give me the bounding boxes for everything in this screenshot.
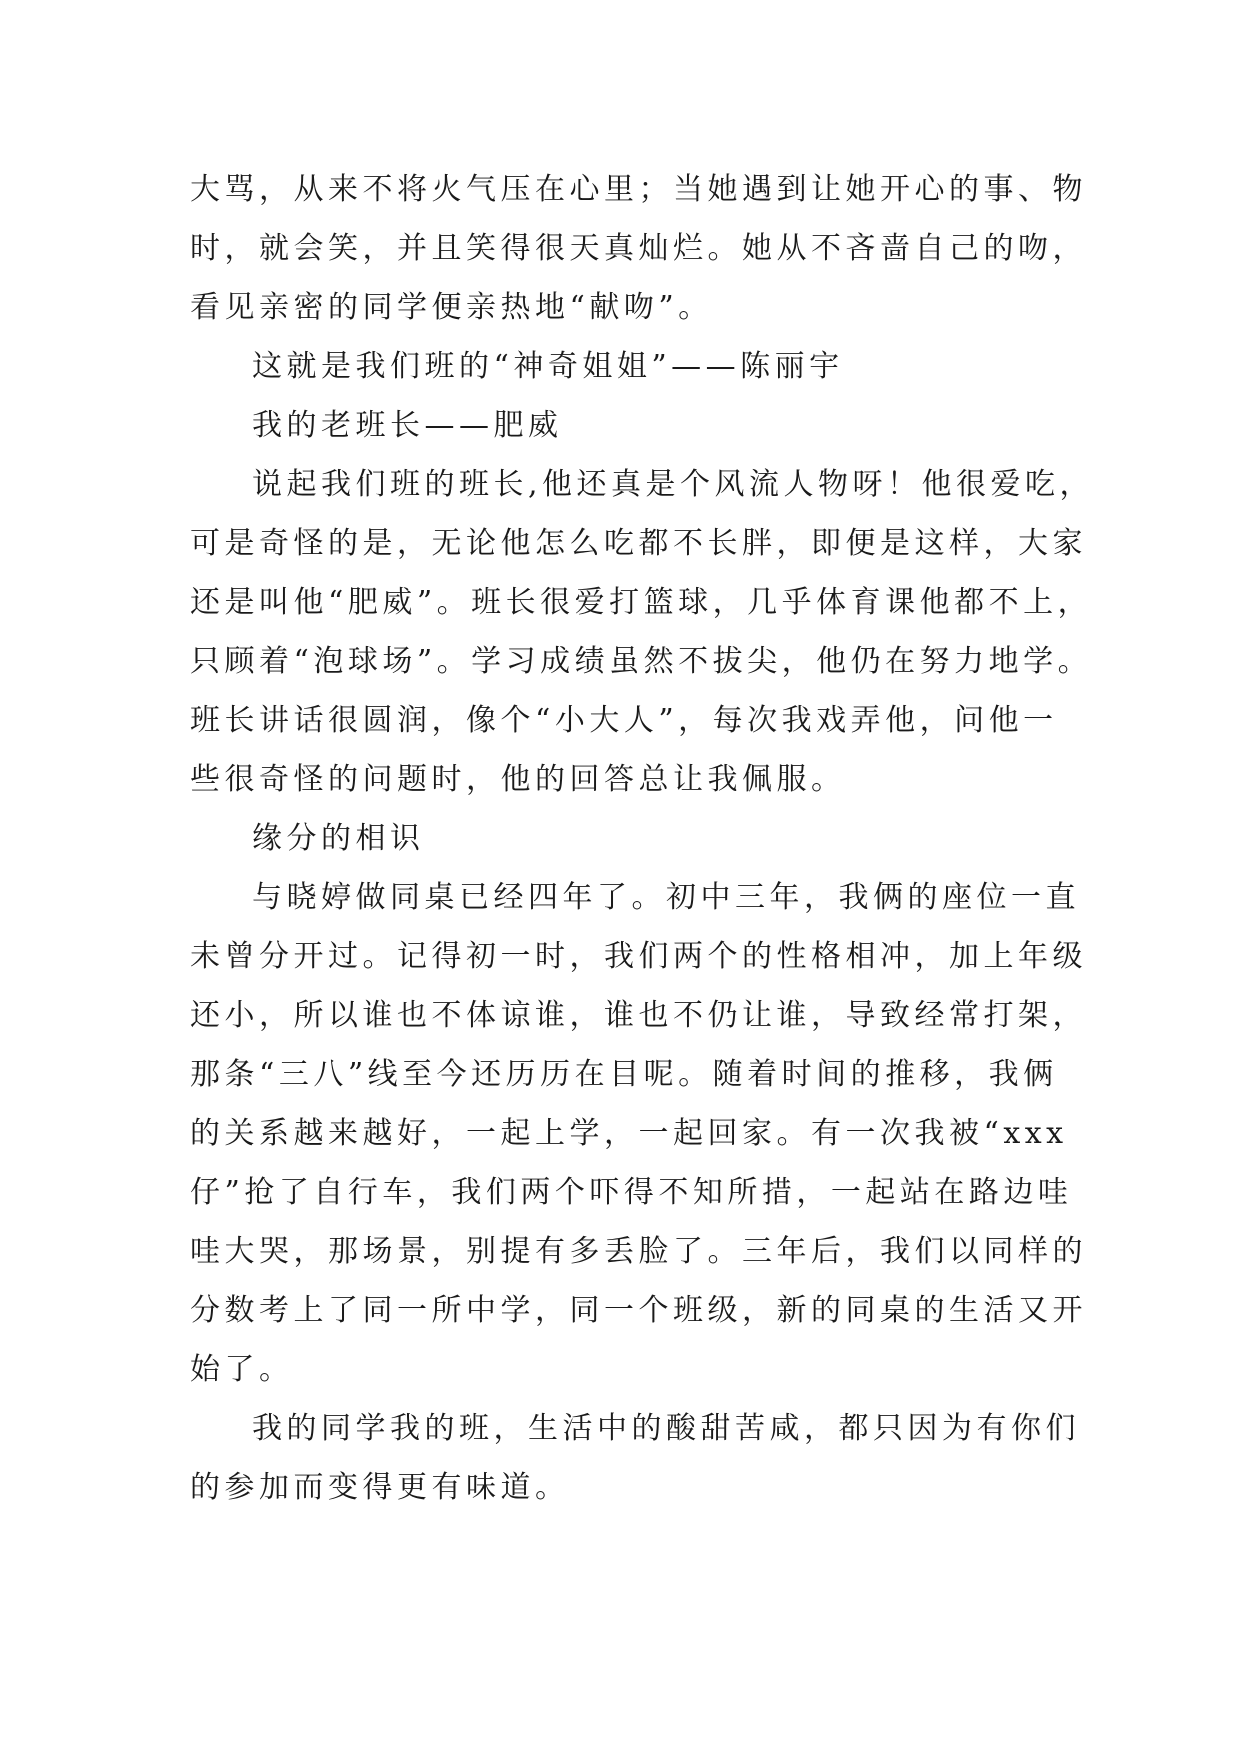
text-line: 分数考上了同一所中学，同一个班级，新的同桌的生活又开 bbox=[190, 1293, 1087, 1328]
text-line: 这就是我们班的“神奇姐姐”——陈丽宇 bbox=[252, 349, 844, 384]
text-line: 只顾着“泡球场”。学习成绩虽然不拔尖，他仍在努力地学。 bbox=[190, 644, 1093, 679]
text-line: 那条“三八”线至今还历历在目呢。随着时间的推移，我俩 bbox=[190, 1057, 1058, 1092]
text-line: 班长讲话很圆润，像个“小大人”，每次我戏弄他，问他一 bbox=[190, 703, 1058, 738]
paragraph bbox=[190, 160, 1087, 337]
section-heading bbox=[190, 396, 1070, 455]
text-line: 可是奇怪的是，无论他怎么吃都不长胖，即便是这样，大家 bbox=[190, 526, 1087, 561]
text-line: 与晓婷做同桌已经四年了。初中三年，我俩的座位一直 bbox=[252, 880, 1080, 915]
paragraph bbox=[190, 337, 1070, 396]
text-line: 缘分的相识 bbox=[252, 821, 425, 856]
text-line: 大骂，从来不将火气压在心里；当她遇到让她开心的事、物 bbox=[190, 172, 1087, 207]
text-line: 未曾分开过。记得初一时，我们两个的性格相冲，加上年级 bbox=[190, 939, 1087, 974]
section-heading bbox=[190, 809, 1070, 868]
document-body bbox=[190, 160, 1095, 1517]
text-line: 还小，所以谁也不体谅谁，谁也不仍让谁，导致经常打架， bbox=[190, 998, 1087, 1033]
text-line: 时，就会笑，并且笑得很天真灿烂。她从不吝啬自己的吻， bbox=[190, 231, 1087, 266]
text-line: 仔”抢了自行车，我们两个吓得不知所措，一起站在路边哇 bbox=[190, 1175, 1073, 1210]
text-line: 说起我们班的班长,他还真是个风流人物呀！他很爱吃， bbox=[252, 467, 1095, 502]
text-line: 始了。 bbox=[190, 1352, 294, 1387]
text-line: 还是叫他“肥威”。班长很爱打篮球，几乎体育课他都不上， bbox=[190, 585, 1093, 620]
text-line: 的关系越来越好，一起上学，一起回家。有一次我被“xxx bbox=[190, 1116, 1068, 1151]
paragraph bbox=[190, 455, 1095, 809]
paragraph bbox=[190, 1399, 1080, 1517]
text-line: 些很奇怪的问题时，他的回答总让我佩服。 bbox=[190, 762, 846, 797]
text-line: 我的同学我的班，生活中的酸甜苦咸，都只因为有你们 bbox=[252, 1411, 1080, 1446]
text-line: 哇大哭，那场景，别提有多丢脸了。三年后，我们以同样的 bbox=[190, 1234, 1087, 1269]
text-line: 我的老班长——肥威 bbox=[252, 408, 563, 443]
text-line: 的参加而变得更有味道。 bbox=[190, 1470, 570, 1505]
paragraph bbox=[190, 868, 1087, 1399]
text-line: 看见亲密的同学便亲热地“献吻”。 bbox=[190, 290, 713, 325]
